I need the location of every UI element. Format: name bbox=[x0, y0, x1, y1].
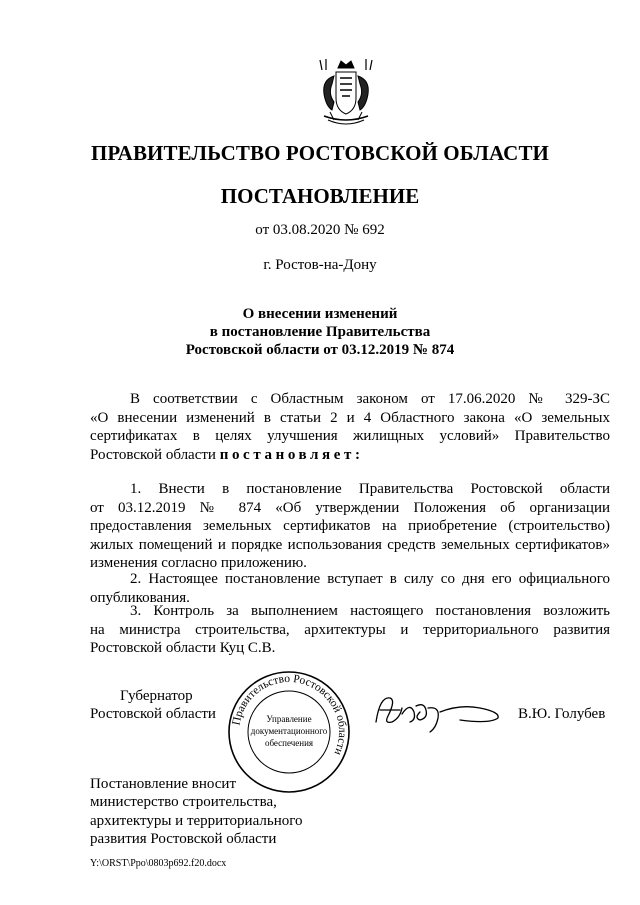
text-line: на министра строительства, архитектуры и территориального развития bbox=[90, 621, 610, 638]
text-line: от 03.12.2019 № 874 «Об утверждении Положения об организации bbox=[90, 499, 610, 516]
text-line: жилых помещений и порядке использования средств земельных сертификатов» bbox=[90, 536, 610, 553]
submitter-note bbox=[90, 775, 303, 848]
government-title: ПРАВИТЕЛЬСТВО РОСТОВСКОЙ ОБЛАСТИ bbox=[91, 141, 549, 165]
decree-word: постановляет: bbox=[219, 446, 364, 463]
signatory-title: Губернатор bbox=[120, 688, 193, 704]
preamble-paragraph bbox=[90, 390, 610, 464]
subject-heading bbox=[0, 305, 640, 359]
handwritten-signature bbox=[370, 688, 510, 736]
item-1-paragraph bbox=[90, 480, 610, 573]
text-line: Ростовской области Куц С.В. bbox=[90, 640, 276, 656]
text-line: «О внесении изменений в статьи 2 и 4 Областного закона «О земельных bbox=[90, 409, 610, 426]
text-line bbox=[90, 446, 610, 465]
coat-of-arms-icon bbox=[316, 58, 376, 130]
city: г. Ростов-на-Дону bbox=[263, 257, 377, 273]
note-line: развития Ростовской области bbox=[90, 830, 277, 847]
stamp-center-line: Управление bbox=[266, 714, 312, 724]
text-line: сертификатах в целях улучшения жилищных условий» Правительство bbox=[90, 428, 610, 444]
preamble-last-text: Ростовской области bbox=[90, 446, 216, 463]
text-line: изменения согласно приложению. bbox=[90, 555, 307, 571]
text-line: 1. Внести в постановление Правительства Ростовской области bbox=[130, 481, 610, 497]
text-line: 3. Контроль за выполнением настоящего постановления возложить bbox=[130, 603, 610, 619]
subject-line: в постановление Правительства bbox=[209, 324, 431, 340]
item-3-paragraph bbox=[90, 602, 610, 658]
subject-line: О внесении изменений bbox=[242, 306, 398, 322]
stamp-ring-text: Правительство Ростовской области bbox=[230, 672, 349, 757]
note-line: министерство строительства, bbox=[90, 794, 277, 811]
text-line: предоставления земельных сертификатов на приобретение (строительство) bbox=[90, 518, 610, 534]
stamp-center-line: документационного bbox=[250, 726, 328, 736]
note-line: Постановление вносит bbox=[90, 776, 237, 792]
signatory-region: Ростовской области bbox=[90, 706, 216, 722]
note-line: архитектуры и территориального bbox=[90, 812, 303, 829]
subject-line: Ростовской области от 03.12.2019 № 874 bbox=[185, 342, 455, 358]
signatory-name: В.Ю. Голубев bbox=[518, 706, 606, 722]
stamp-center-line: обеспечения bbox=[264, 738, 314, 748]
text-line: 2. Настоящее постановление вступает в силу со дня его официального bbox=[130, 571, 610, 587]
file-path: Y:\ORST\Ppo\0803p692.f20.docx bbox=[90, 858, 227, 869]
text-line: опубликования. bbox=[90, 589, 190, 606]
document-type: ПОСТАНОВЛЕНИЕ bbox=[220, 184, 420, 208]
text-line: В соответствии с Областным законом от 17.06.2020 № 329-ЗС bbox=[130, 391, 610, 407]
date-number: от 03.08.2020 № 692 bbox=[255, 222, 385, 238]
